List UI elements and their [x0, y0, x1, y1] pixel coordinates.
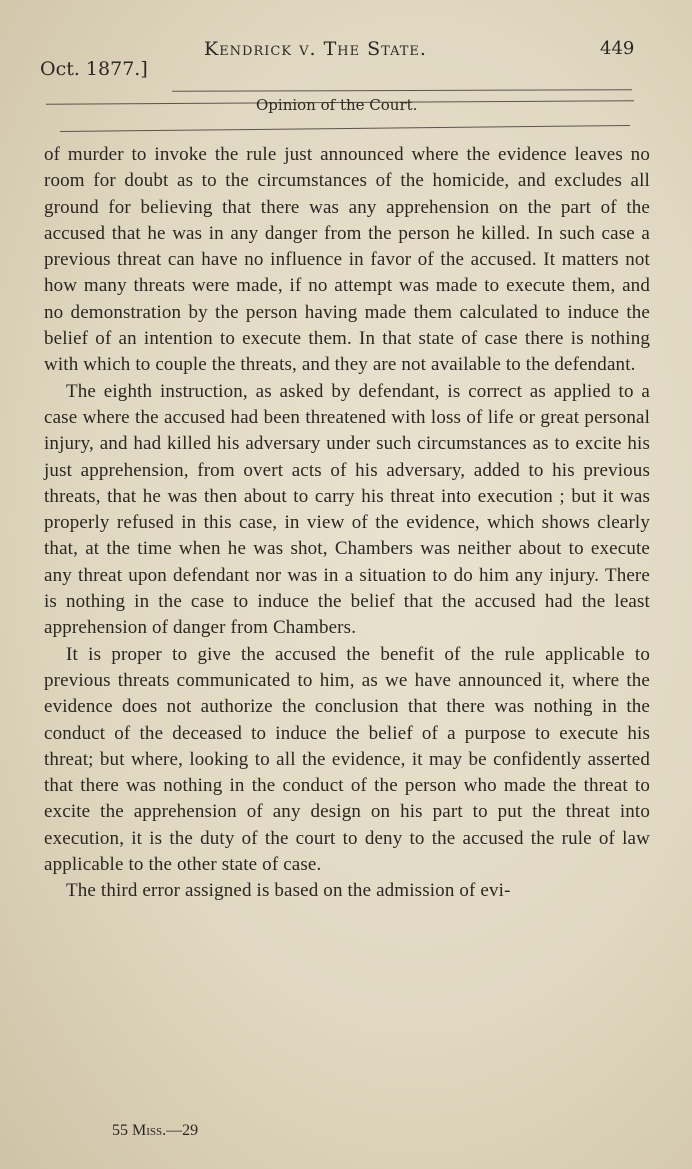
header-rule-top — [172, 89, 632, 92]
paragraph-3: It is proper to give the accused the benefit of the rule applicable to previous threats communicated to him, as we have announced it, where the evidence does not authorize the conclusion that there was nothing in the conduct of the deceased to induce the belief of a purpose to execute his threat; but where, looking to all the evidence, it may be confidently asserted that there was nothing in the conduct of the person who made the threat to excite the apprehension of any design on his part to put the threat into execution, it is the duty of the court to deny to the accused the rule of law applicable to the other state of case. — [44, 643, 650, 876]
opinion-text — [44, 142, 650, 905]
signature-mark: 55 Miss.—29 — [112, 1122, 199, 1139]
header-date: Oct. 1877.] — [40, 58, 148, 80]
paragraph-4: The third error assigned is based on the admission of evi- — [66, 880, 511, 902]
header-case-title: Kendrick v. The State. — [204, 38, 427, 60]
paragraph-2: The eighth instruction, as asked by defendant, is correct as applied to a case where the accused had been threatened with loss of life or great personal injury, and had killed his adversary under such circumstances as to excite his just apprehension, from overt acts of his adversary, added to his previous threats, that he was then about to carry his threat into execution ; but it was properly refused in this case, in view of the evidence, which shows clearly that, at the time when he was shot, Chambers was neither about to execute any threat upon defendant nor was in a situation to do him any injury. There is nothing in the case to induce the belief that the accused had the least apprehension of danger from Chambers. — [44, 380, 650, 639]
header-page-number: 449 — [600, 38, 635, 59]
subheading-rule — [60, 125, 630, 132]
section-subheading: Opinion of the Court. — [256, 96, 418, 114]
paragraph-1: of murder to invoke the rule just announced where the evidence leaves no room for doubt as to the circumstances of the homicide, and excludes all ground for believing that there was any apprehension on the part of the accused that he was in any danger from the person he killed. In such case a previous threat can have no influence in favor of the accused. It matters not how many threats were made, if no attempt was made to execute them, and no demonstration by the person having made them calculated to induce the belief of an intention to execute them. In that state of case there is nothing with which to couple the threats, and they are not available to the defendant. — [44, 144, 650, 376]
